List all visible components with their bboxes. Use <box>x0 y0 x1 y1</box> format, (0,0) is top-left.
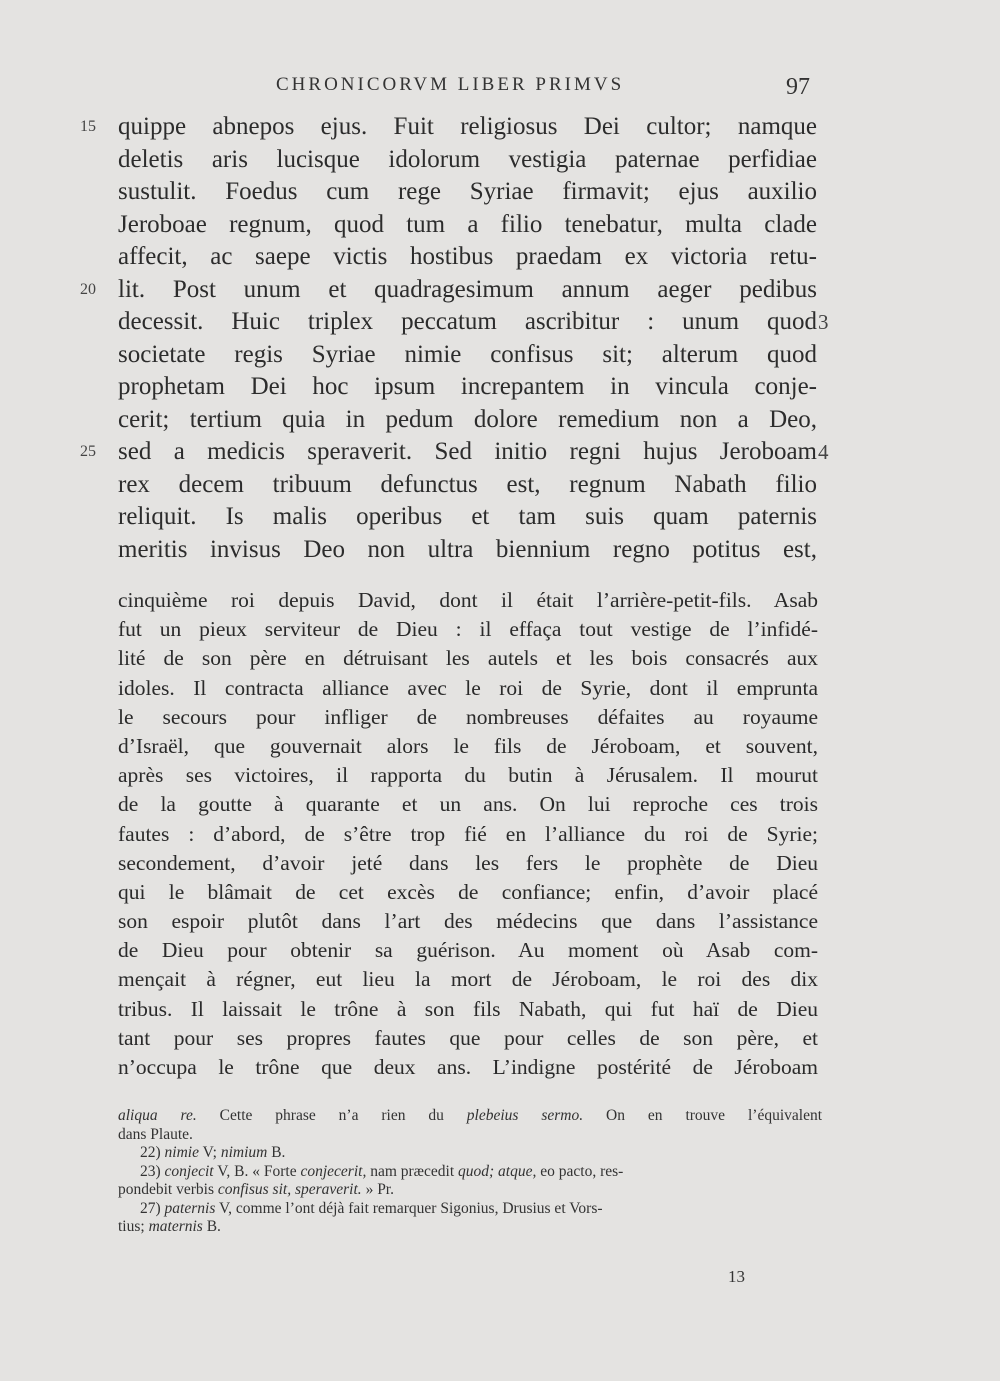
footnote-number: 23) <box>140 1162 161 1180</box>
french-line <box>0 732 1000 761</box>
latin-line-text: meritis invisus Deo non ultra biennium regno potitus est, <box>118 535 817 563</box>
footnote-text: pondebit verbis <box>118 1181 218 1198</box>
latin-line <box>0 176 1000 209</box>
french-line <box>0 820 1000 849</box>
french-line <box>0 674 1000 703</box>
latin-line <box>0 144 1000 177</box>
french-line-text: fautes : d’abord, de s’être trop fié en l’alliance du roi de Syrie; <box>118 821 818 846</box>
french-line <box>0 907 1000 936</box>
latin-line-text: decessit. Huic triplex peccatum ascribitur : unum quod <box>118 308 817 335</box>
verse-number: 4 <box>818 440 829 464</box>
french-line <box>0 790 1000 819</box>
page-header <box>0 74 1000 104</box>
footnote-text: B. <box>267 1144 286 1161</box>
french-line-text: son espoir plutôt dans l’art des médecins que dans l’assistance <box>118 909 818 934</box>
footnote-line <box>0 1126 1000 1145</box>
latin-line-text: Jeroboae regnum, quod tum a filio tenebatur, multa clade <box>118 210 817 238</box>
latin-line <box>0 241 1000 274</box>
latin-line-text: reliquit. Is malis operibus et tam suis quam paternis <box>118 503 817 530</box>
french-line <box>0 615 1000 644</box>
line-number: 20 <box>80 280 96 298</box>
line-number: 15 <box>80 118 96 135</box>
footnotes-block <box>0 1107 1000 1237</box>
french-line-text: de Dieu pour obtenir sa guérison. Au moment où Asab com- <box>118 938 818 963</box>
footnote-text: V, comme l’ont déjà fait remarquer Sigonius, Drusius et Vors- <box>215 1199 603 1217</box>
footnote-italic: conjecerit, <box>300 1162 367 1180</box>
footnote-line <box>0 1107 1000 1126</box>
french-line <box>0 586 1000 615</box>
french-line-text: après ses victoires, il rapporta du butin à Jérusalem. Il mourut <box>118 763 818 788</box>
latin-text-block <box>0 111 1000 566</box>
footnote-italic: plebeius sermo. <box>466 1107 584 1124</box>
latin-line-text: sustulit. Foedus cum rege Syriae firmavit; ejus auxilio <box>118 178 817 205</box>
latin-line-text: deletis aris lucisque idolorum vestigia paternae perfidiae <box>118 145 817 173</box>
latin-line-text: societate regis Syriae nimie confisus sit; alterum quod <box>118 340 817 368</box>
latin-line <box>0 111 1000 144</box>
french-line-text: fut un pieux serviteur de Dieu : il effaça tout vestige de l’infidé- <box>118 617 818 642</box>
latin-line <box>0 209 1000 242</box>
verse-number: 3 <box>818 310 829 334</box>
latin-line <box>0 306 1000 339</box>
footnote-number: 22) <box>140 1144 161 1161</box>
footnote-text: dans Plaute. <box>118 1125 193 1143</box>
french-line-text: cinquième roi depuis David, dont il était l’arrière-petit-fils. Asab <box>118 588 818 612</box>
footnote-italic: nimium <box>220 1144 268 1161</box>
footnote-italic: quod; atque, <box>458 1162 537 1180</box>
footnote-italic: conjecit <box>164 1162 214 1180</box>
footnote-line <box>0 1163 1000 1182</box>
french-line-text: idoles. Il contracta alliance avec le roi de Syrie, dont il emprunta <box>118 675 818 700</box>
french-line <box>0 1024 1000 1053</box>
french-line-text: le secours pour infliger de nombreuses défaites au royaume <box>118 704 818 729</box>
footnote-line <box>0 1200 1000 1219</box>
footnote-text: Cette phrase n’a rien du <box>196 1107 467 1124</box>
latin-line <box>0 404 1000 437</box>
footnote-italic: nimie <box>164 1144 199 1161</box>
footnote-text: nam præcedit <box>366 1162 459 1180</box>
french-line <box>0 703 1000 732</box>
footnote-text: V; <box>198 1144 221 1161</box>
running-head: CHRONICORVM LIBER PRIMVS <box>276 74 625 95</box>
footnote-line <box>0 1218 1000 1237</box>
latin-line-text: sed a medicis speraverit. Sed initio regni hujus Jeroboam <box>118 438 817 465</box>
footnote-italic: maternis <box>148 1218 203 1235</box>
latin-line-text: prophetam Dei hoc ipsum increpantem in vincula conje- <box>118 373 817 400</box>
latin-line <box>0 274 1000 307</box>
french-line-text: lité de son père en détruisant les autels et les bois consacrés aux <box>118 646 818 671</box>
latin-line <box>0 436 1000 469</box>
french-line-text: tribus. Il laissait le trône à son fils Nabath, qui fut haï de Dieu <box>118 996 818 1021</box>
french-line <box>0 995 1000 1024</box>
french-line <box>0 644 1000 673</box>
latin-line-text: rex decem tribuum defunctus est, regnum Nabath filio <box>118 470 817 498</box>
footnote-text: V, B. « Forte <box>213 1162 301 1180</box>
french-line-text: mençait à régner, eut lieu la mort de Jéroboam, le roi des dix <box>118 967 818 992</box>
latin-line <box>0 339 1000 372</box>
footnote-italic: confisus sit, speraverit. <box>217 1181 362 1198</box>
latin-line-text: cerit; tertium quia in pedum dolore remedium non a Deo, <box>118 405 817 433</box>
footnote-text: eo pacto, res- <box>536 1162 624 1180</box>
french-line <box>0 965 1000 994</box>
french-line-text: qui le blâmait de cet excès de confiance; enfin, d’avoir placé <box>118 879 818 904</box>
french-line <box>0 878 1000 907</box>
footnote-italic: paternis <box>164 1199 216 1217</box>
latin-line <box>0 534 1000 567</box>
french-line <box>0 936 1000 965</box>
latin-line-text: quippe abnepos ejus. Fuit religiosus Dei cultor; namque <box>118 113 817 140</box>
line-number: 25 <box>80 443 96 460</box>
latin-line <box>0 371 1000 404</box>
footnote-italic: aliqua re. <box>118 1107 197 1124</box>
latin-line-text: lit. Post unum et quadragesimum annum aeger pedibus <box>118 275 817 303</box>
footnote-number: 27) <box>140 1199 161 1217</box>
footnote-text: On en trouve l’équivalent <box>583 1107 822 1124</box>
page-number: 97 <box>786 74 810 100</box>
signature-mark: 13 <box>728 1267 745 1286</box>
french-line-text: secondement, d’avoir jeté dans les fers le prophète de Dieu <box>118 850 818 875</box>
latin-line <box>0 501 1000 534</box>
french-line <box>0 1053 1000 1082</box>
french-translation-block <box>0 586 1000 1082</box>
latin-line-text: affecit, ac saepe victis hostibus praedam ex victoria retu- <box>118 243 817 270</box>
latin-line <box>0 469 1000 502</box>
french-line-text: de la goutte à quarante et un ans. On lui reproche ces trois <box>118 792 818 817</box>
footnote-text: » Pr. <box>361 1181 394 1198</box>
french-line <box>0 849 1000 878</box>
french-line-text: n’occupa le trône que deux ans. L’indigne postérité de Jéroboam <box>118 1055 818 1079</box>
footnote-line <box>0 1144 1000 1163</box>
french-line-text: tant pour ses propres fautes que pour celles de son père, et <box>118 1025 818 1050</box>
french-line-text: d’Israël, que gouvernait alors le fils de Jéroboam, et souvent, <box>118 733 818 758</box>
footnote-line <box>0 1181 1000 1200</box>
footnote-text: B. <box>202 1218 221 1235</box>
footnote-text: tius; <box>118 1218 149 1235</box>
french-line <box>0 761 1000 790</box>
